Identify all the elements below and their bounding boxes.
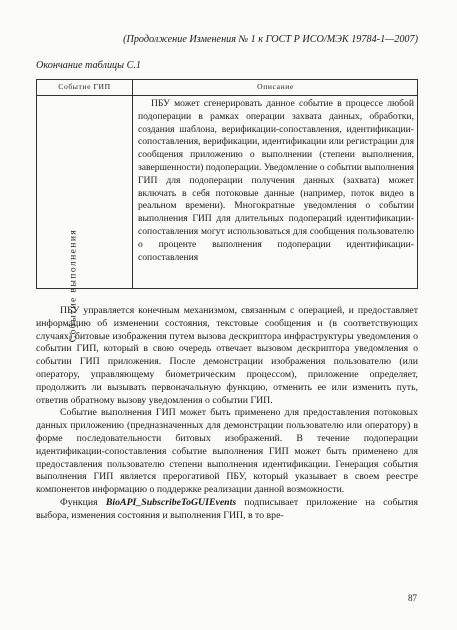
table-header-description: Описание <box>257 82 294 91</box>
table-row-label: Событие выполнения <box>67 228 79 343</box>
paragraph-3 <box>36 497 418 523</box>
body-text <box>36 305 418 523</box>
paragraph-3-rest: подписывает приложение на события выбора, изменения состояния и выполнения ГИП, в то вре- <box>36 496 419 521</box>
table-row-description: ПБУ может сгенерировать данное событие в процессе любой подоперации в рамках операции захвата данных, обработки, создания шаблона, верификации-сопоставления, идентификации-сопоставления, верификации, идентификации или регистрации для сообщения приложению о выполнении (степени выполнения, завершенности) подоперации. Уведомление о событии выполнения ГИП для подоперации получения данных (захвата) может включать в себя потоковые данные (например, поток видео в реальном времени). Многократные уведомления о событии выполнения ГИП для длительных подопераций идентификации-сопоставления могут использоваться для сообщения пользователю о проценте выполнения подоперации идентификации-сопоставления <box>138 98 414 263</box>
paragraph-3-lead: Функция <box>60 496 106 508</box>
running-header: (Продолжение Изменения № 1 к ГОСТ Р ИСО/МЭК 19784-1—2007) <box>123 34 418 45</box>
paragraph-2: Событие выполнения ГИП может быть применено для предоставления потоковых данных приложению (предназначенных для демонстрации пользователю или оператору) в форме последовательности битовых изображений. В течение подоперации идентификации-сопоставления событие выполнения ГИП может быть применено для предоставления пользователю степени выполнения идентификации. Генерация события выполнения ГИП является прерогативой ПБУ, который указывает в своем реестре компонентов информацию о поддержке реализации данной возможности. <box>36 407 418 496</box>
function-name: BioAPI_SubscribeToGUIEvents <box>105 496 237 508</box>
table-header-event: Событие ГИП <box>58 82 111 91</box>
table-header-divider <box>37 95 417 96</box>
table-caption: Окончание таблицы С.1 <box>36 60 142 71</box>
gui-event-table <box>36 79 418 343</box>
table-column-divider <box>132 80 133 288</box>
paragraph-1: ПБУ управляется конечным механизмом, связанным с операцией, и предоставляет информацию об изменении состояния, текстовые сообщения и (в соответствующих случаях) битовые изображения путем вызова дескриптора инфраструктуры уведомления о событии ГИП, который в свою очередь отвечает вызовом дескриптора уведомления о событии ГИП приложения. После демонстрации изображения пользователю (или оператору, управляющему биометрическим процессом), приложение определяет, продолжить ли вызывать первоначальную функцию, отменить ее или изменить путь, ответив обратному вызову уведомления о событии ГИП. <box>36 305 418 406</box>
page-number: 87 <box>408 593 417 603</box>
